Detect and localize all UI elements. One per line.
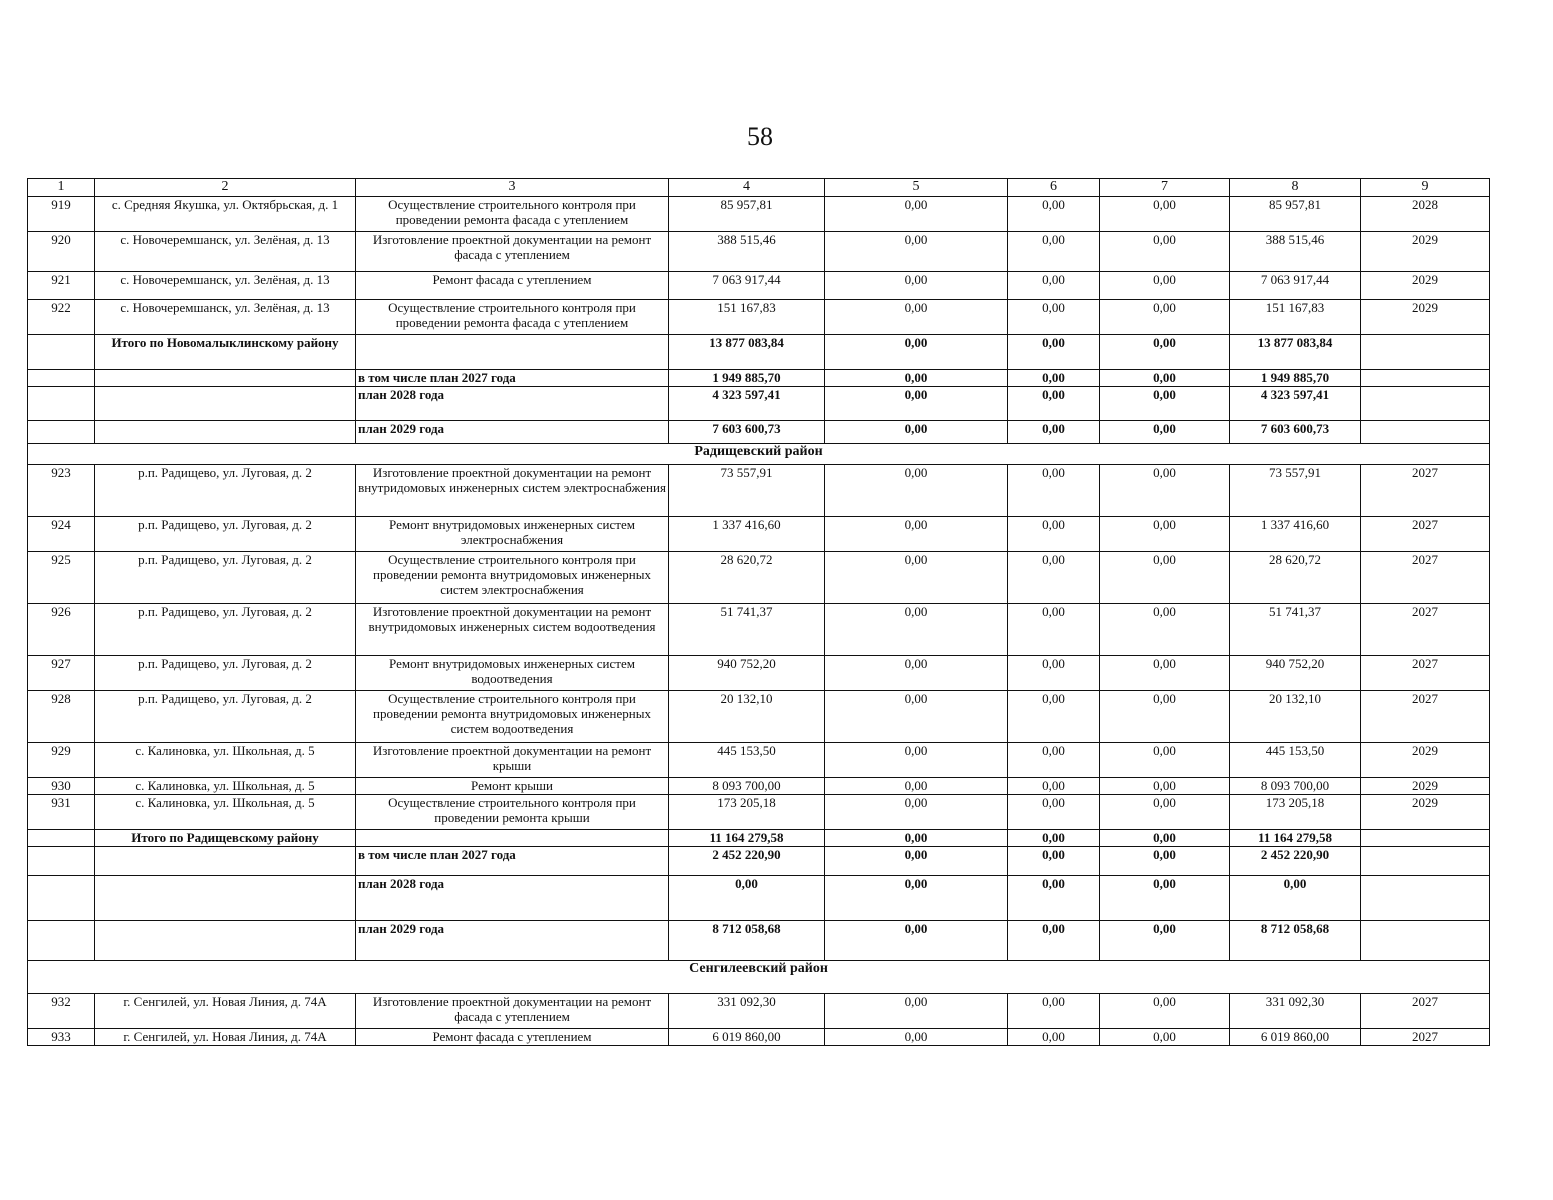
year-cell: 2027: [1361, 517, 1490, 552]
plan-col7-cell: 0,00: [1100, 421, 1230, 444]
col8-cell: 445 153,50: [1230, 743, 1361, 778]
col8-cell: 20 132,10: [1230, 691, 1361, 743]
col5-cell: 0,00: [825, 232, 1008, 272]
total-label-cell: Итого по Радищевскому району: [95, 830, 356, 847]
header-cell: 7: [1100, 179, 1230, 197]
col7-cell: 0,00: [1100, 743, 1230, 778]
col8-cell: 151 167,83: [1230, 300, 1361, 335]
col5-cell: 0,00: [825, 994, 1008, 1029]
plan-col6-cell: 0,00: [1008, 921, 1100, 961]
col6-cell: 0,00: [1008, 197, 1100, 232]
work-type-cell: Изготовление проектной документации на ремонт внутридомовых инженерных систем водоотведения: [356, 604, 669, 656]
table-row: [28, 465, 1490, 517]
col8-cell: 8 093 700,00: [1230, 778, 1361, 795]
empty-cell: [28, 921, 95, 961]
plan-col4-cell: 8 712 058,68: [669, 921, 825, 961]
year-cell: 2029: [1361, 795, 1490, 830]
work-type-cell: Изготовление проектной документации на ремонт внутридомовых инженерных систем электроснабжения: [356, 465, 669, 517]
address-cell: р.п. Радищево, ул. Луговая, д. 2: [95, 517, 356, 552]
plan-label-cell: в том числе план 2027 года: [356, 847, 669, 876]
empty-cell: [28, 876, 95, 921]
col8-cell: 7 063 917,44: [1230, 272, 1361, 300]
table-row: [28, 197, 1490, 232]
col6-cell: 0,00: [1008, 465, 1100, 517]
total-row: [28, 830, 1490, 847]
plan-col5-cell: 0,00: [825, 387, 1008, 421]
cost-total-cell: 51 741,37: [669, 604, 825, 656]
col8-cell: 85 957,81: [1230, 197, 1361, 232]
cost-total-cell: 20 132,10: [669, 691, 825, 743]
col7-cell: 0,00: [1100, 1029, 1230, 1046]
empty-cell: [28, 847, 95, 876]
col5-cell: 0,00: [825, 552, 1008, 604]
table-row: [28, 232, 1490, 272]
year-cell: 2029: [1361, 743, 1490, 778]
plan-col7-cell: 0,00: [1100, 847, 1230, 876]
cost-total-cell: 151 167,83: [669, 300, 825, 335]
section-row: [28, 961, 1490, 994]
col7-cell: 0,00: [1100, 604, 1230, 656]
row-number-cell: 928: [28, 691, 95, 743]
empty-cell: [1361, 876, 1490, 921]
col5-cell: 0,00: [825, 465, 1008, 517]
col7-cell: 0,00: [1100, 232, 1230, 272]
col8-cell: 173 205,18: [1230, 795, 1361, 830]
address-cell: р.п. Радищево, ул. Луговая, д. 2: [95, 656, 356, 691]
empty-cell: [28, 421, 95, 444]
plan-col5-cell: 0,00: [825, 921, 1008, 961]
row-number-cell: 921: [28, 272, 95, 300]
empty-cell: [356, 335, 669, 370]
empty-cell: [95, 387, 356, 421]
plan-col5-cell: 0,00: [825, 421, 1008, 444]
header-cell: 3: [356, 179, 669, 197]
plan-label-cell: в том числе план 2027 года: [356, 370, 669, 387]
address-cell: р.п. Радищево, ул. Луговая, д. 2: [95, 552, 356, 604]
plan-col6-cell: 0,00: [1008, 876, 1100, 921]
total-col8-cell: 11 164 279,58: [1230, 830, 1361, 847]
empty-cell: [1361, 387, 1490, 421]
col6-cell: 0,00: [1008, 552, 1100, 604]
col6-cell: 0,00: [1008, 604, 1100, 656]
cost-total-cell: 28 620,72: [669, 552, 825, 604]
row-number-cell: 926: [28, 604, 95, 656]
table-row: [28, 743, 1490, 778]
total-label-cell: Итого по Новомалыклинскому району: [95, 335, 356, 370]
cost-total-cell: 7 063 917,44: [669, 272, 825, 300]
address-cell: с. Калиновка, ул. Школьная, д. 5: [95, 795, 356, 830]
section-title: Сенгилеевский район: [28, 961, 1490, 994]
work-type-cell: Осуществление строительного контроля при проведении ремонта внутридомовых инженерных систем водоотведения: [356, 691, 669, 743]
total-col4-cell: 13 877 083,84: [669, 335, 825, 370]
plan-col6-cell: 0,00: [1008, 387, 1100, 421]
col6-cell: 0,00: [1008, 994, 1100, 1029]
work-type-cell: Ремонт фасада с утеплением: [356, 1029, 669, 1046]
address-cell: с. Новочеремшанск, ул. Зелёная, д. 13: [95, 300, 356, 335]
address-cell: р.п. Радищево, ул. Луговая, д. 2: [95, 465, 356, 517]
plan-col7-cell: 0,00: [1100, 387, 1230, 421]
plan-row: [28, 876, 1490, 921]
address-cell: р.п. Радищево, ул. Луговая, д. 2: [95, 604, 356, 656]
table-row: [28, 691, 1490, 743]
empty-cell: [356, 830, 669, 847]
col7-cell: 0,00: [1100, 691, 1230, 743]
col7-cell: 0,00: [1100, 795, 1230, 830]
cost-total-cell: 173 205,18: [669, 795, 825, 830]
work-type-cell: Изготовление проектной документации на ремонт фасада с утеплением: [356, 232, 669, 272]
col7-cell: 0,00: [1100, 552, 1230, 604]
col8-cell: 331 092,30: [1230, 994, 1361, 1029]
table-row: [28, 778, 1490, 795]
address-cell: с. Новочеремшанск, ул. Зелёная, д. 13: [95, 272, 356, 300]
col5-cell: 0,00: [825, 197, 1008, 232]
plan-col4-cell: 2 452 220,90: [669, 847, 825, 876]
row-number-cell: 933: [28, 1029, 95, 1046]
col6-cell: 0,00: [1008, 778, 1100, 795]
col6-cell: 0,00: [1008, 517, 1100, 552]
cost-total-cell: 6 019 860,00: [669, 1029, 825, 1046]
year-cell: 2027: [1361, 552, 1490, 604]
col7-cell: 0,00: [1100, 465, 1230, 517]
total-col5-cell: 0,00: [825, 335, 1008, 370]
col8-cell: 1 337 416,60: [1230, 517, 1361, 552]
col5-cell: 0,00: [825, 604, 1008, 656]
empty-cell: [95, 876, 356, 921]
plan-col8-cell: 2 452 220,90: [1230, 847, 1361, 876]
col7-cell: 0,00: [1100, 517, 1230, 552]
plan-label-cell: план 2029 года: [356, 421, 669, 444]
plan-row: [28, 387, 1490, 421]
year-cell: 2029: [1361, 778, 1490, 795]
plan-col6-cell: 0,00: [1008, 370, 1100, 387]
plan-label-cell: план 2029 года: [356, 921, 669, 961]
cost-total-cell: 73 557,91: [669, 465, 825, 517]
row-number-cell: 931: [28, 795, 95, 830]
plan-label-cell: план 2028 года: [356, 387, 669, 421]
work-type-cell: Ремонт внутридомовых инженерных систем водоотведения: [356, 656, 669, 691]
table-row: [28, 272, 1490, 300]
work-type-cell: Осуществление строительного контроля при проведении ремонта фасада с утеплением: [356, 197, 669, 232]
plan-col5-cell: 0,00: [825, 876, 1008, 921]
plan-col7-cell: 0,00: [1100, 921, 1230, 961]
total-col7-cell: 0,00: [1100, 335, 1230, 370]
row-number-cell: 925: [28, 552, 95, 604]
work-type-cell: Изготовление проектной документации на ремонт крыши: [356, 743, 669, 778]
plan-col8-cell: 1 949 885,70: [1230, 370, 1361, 387]
plan-col4-cell: 1 949 885,70: [669, 370, 825, 387]
col5-cell: 0,00: [825, 656, 1008, 691]
col6-cell: 0,00: [1008, 743, 1100, 778]
year-cell: 2027: [1361, 994, 1490, 1029]
cost-total-cell: 388 515,46: [669, 232, 825, 272]
empty-cell: [95, 921, 356, 961]
total-col4-cell: 11 164 279,58: [669, 830, 825, 847]
total-row: [28, 335, 1490, 370]
address-cell: с. Калиновка, ул. Школьная, д. 5: [95, 743, 356, 778]
empty-cell: [95, 847, 356, 876]
col5-cell: 0,00: [825, 1029, 1008, 1046]
row-number-cell: 927: [28, 656, 95, 691]
row-number-cell: 932: [28, 994, 95, 1029]
row-number-cell: 930: [28, 778, 95, 795]
cost-total-cell: 445 153,50: [669, 743, 825, 778]
empty-cell: [28, 335, 95, 370]
work-type-cell: Осуществление строительного контроля при проведении ремонта крыши: [356, 795, 669, 830]
header-cell: 1: [28, 179, 95, 197]
year-cell: 2027: [1361, 465, 1490, 517]
plan-col4-cell: 4 323 597,41: [669, 387, 825, 421]
page-number: 58: [747, 122, 773, 151]
total-col6-cell: 0,00: [1008, 335, 1100, 370]
year-cell: 2027: [1361, 604, 1490, 656]
total-col7-cell: 0,00: [1100, 830, 1230, 847]
work-type-cell: Ремонт фасада с утеплением: [356, 272, 669, 300]
col8-cell: 6 019 860,00: [1230, 1029, 1361, 1046]
address-cell: г. Сенгилей, ул. Новая Линия, д. 74А: [95, 1029, 356, 1046]
row-number-cell: 922: [28, 300, 95, 335]
plan-col4-cell: 7 603 600,73: [669, 421, 825, 444]
plan-col8-cell: 8 712 058,68: [1230, 921, 1361, 961]
empty-cell: [1361, 421, 1490, 444]
table-row: [28, 994, 1490, 1029]
total-col6-cell: 0,00: [1008, 830, 1100, 847]
address-cell: р.п. Радищево, ул. Луговая, д. 2: [95, 691, 356, 743]
col6-cell: 0,00: [1008, 272, 1100, 300]
header-cell: 9: [1361, 179, 1490, 197]
plan-col5-cell: 0,00: [825, 847, 1008, 876]
col5-cell: 0,00: [825, 517, 1008, 552]
col5-cell: 0,00: [825, 300, 1008, 335]
cost-total-cell: 85 957,81: [669, 197, 825, 232]
total-col5-cell: 0,00: [825, 830, 1008, 847]
address-cell: с. Калиновка, ул. Школьная, д. 5: [95, 778, 356, 795]
row-number-cell: 929: [28, 743, 95, 778]
plan-col8-cell: 4 323 597,41: [1230, 387, 1361, 421]
plan-row: [28, 421, 1490, 444]
table-row: [28, 517, 1490, 552]
plan-col5-cell: 0,00: [825, 370, 1008, 387]
plan-row: [28, 847, 1490, 876]
col8-cell: 940 752,20: [1230, 656, 1361, 691]
cost-total-cell: 940 752,20: [669, 656, 825, 691]
address-cell: с. Новочеремшанск, ул. Зелёная, д. 13: [95, 232, 356, 272]
col7-cell: 0,00: [1100, 994, 1230, 1029]
header-cell: 2: [95, 179, 356, 197]
program-table: [27, 178, 1490, 1046]
plan-row: [28, 370, 1490, 387]
empty-cell: [28, 830, 95, 847]
empty-cell: [1361, 830, 1490, 847]
header-cell: 8: [1230, 179, 1361, 197]
col6-cell: 0,00: [1008, 691, 1100, 743]
year-cell: 2029: [1361, 300, 1490, 335]
plan-col8-cell: 0,00: [1230, 876, 1361, 921]
year-cell: 2028: [1361, 197, 1490, 232]
table-row: [28, 300, 1490, 335]
year-cell: 2027: [1361, 691, 1490, 743]
work-type-cell: Ремонт крыши: [356, 778, 669, 795]
row-number-cell: 919: [28, 197, 95, 232]
col5-cell: 0,00: [825, 691, 1008, 743]
table-row: [28, 552, 1490, 604]
plan-col7-cell: 0,00: [1100, 876, 1230, 921]
year-cell: 2029: [1361, 232, 1490, 272]
table-row: [28, 795, 1490, 830]
row-number-cell: 924: [28, 517, 95, 552]
empty-cell: [1361, 847, 1490, 876]
cost-total-cell: 331 092,30: [669, 994, 825, 1029]
work-type-cell: Ремонт внутридомовых инженерных систем электроснабжения: [356, 517, 669, 552]
empty-cell: [95, 421, 356, 444]
empty-cell: [1361, 370, 1490, 387]
plan-col4-cell: 0,00: [669, 876, 825, 921]
address-cell: г. Сенгилей, ул. Новая Линия, д. 74А: [95, 994, 356, 1029]
header-row: [28, 179, 1490, 197]
plan-col7-cell: 0,00: [1100, 370, 1230, 387]
year-cell: 2027: [1361, 656, 1490, 691]
empty-cell: [95, 370, 356, 387]
col8-cell: 73 557,91: [1230, 465, 1361, 517]
header-cell: 5: [825, 179, 1008, 197]
col7-cell: 0,00: [1100, 656, 1230, 691]
plan-col8-cell: 7 603 600,73: [1230, 421, 1361, 444]
col7-cell: 0,00: [1100, 778, 1230, 795]
empty-cell: [1361, 335, 1490, 370]
col7-cell: 0,00: [1100, 197, 1230, 232]
row-number-cell: 920: [28, 232, 95, 272]
empty-cell: [28, 370, 95, 387]
year-cell: 2027: [1361, 1029, 1490, 1046]
work-type-cell: Изготовление проектной документации на ремонт фасада с утеплением: [356, 994, 669, 1029]
col6-cell: 0,00: [1008, 232, 1100, 272]
work-type-cell: Осуществление строительного контроля при проведении ремонта фасада с утеплением: [356, 300, 669, 335]
plan-col6-cell: 0,00: [1008, 421, 1100, 444]
total-col8-cell: 13 877 083,84: [1230, 335, 1361, 370]
plan-label-cell: план 2028 года: [356, 876, 669, 921]
address-cell: с. Средняя Якушка, ул. Октябрьская, д. 1: [95, 197, 356, 232]
col7-cell: 0,00: [1100, 272, 1230, 300]
col6-cell: 0,00: [1008, 795, 1100, 830]
col5-cell: 0,00: [825, 795, 1008, 830]
year-cell: 2029: [1361, 272, 1490, 300]
cost-total-cell: 8 093 700,00: [669, 778, 825, 795]
table-body: [28, 179, 1490, 1046]
empty-cell: [1361, 921, 1490, 961]
col8-cell: 388 515,46: [1230, 232, 1361, 272]
col5-cell: 0,00: [825, 743, 1008, 778]
plan-col6-cell: 0,00: [1008, 847, 1100, 876]
table-row: [28, 1029, 1490, 1046]
header-cell: 6: [1008, 179, 1100, 197]
section-title: Радищевский район: [28, 444, 1490, 465]
col7-cell: 0,00: [1100, 300, 1230, 335]
table-row: [28, 604, 1490, 656]
col6-cell: 0,00: [1008, 1029, 1100, 1046]
cost-total-cell: 1 337 416,60: [669, 517, 825, 552]
header-cell: 4: [669, 179, 825, 197]
col5-cell: 0,00: [825, 272, 1008, 300]
col6-cell: 0,00: [1008, 300, 1100, 335]
empty-cell: [28, 387, 95, 421]
col8-cell: 51 741,37: [1230, 604, 1361, 656]
plan-row: [28, 921, 1490, 961]
table-row: [28, 656, 1490, 691]
work-type-cell: Осуществление строительного контроля при проведении ремонта внутридомовых инженерных систем электроснабжения: [356, 552, 669, 604]
col5-cell: 0,00: [825, 778, 1008, 795]
col8-cell: 28 620,72: [1230, 552, 1361, 604]
col6-cell: 0,00: [1008, 656, 1100, 691]
row-number-cell: 923: [28, 465, 95, 517]
section-row: [28, 444, 1490, 465]
